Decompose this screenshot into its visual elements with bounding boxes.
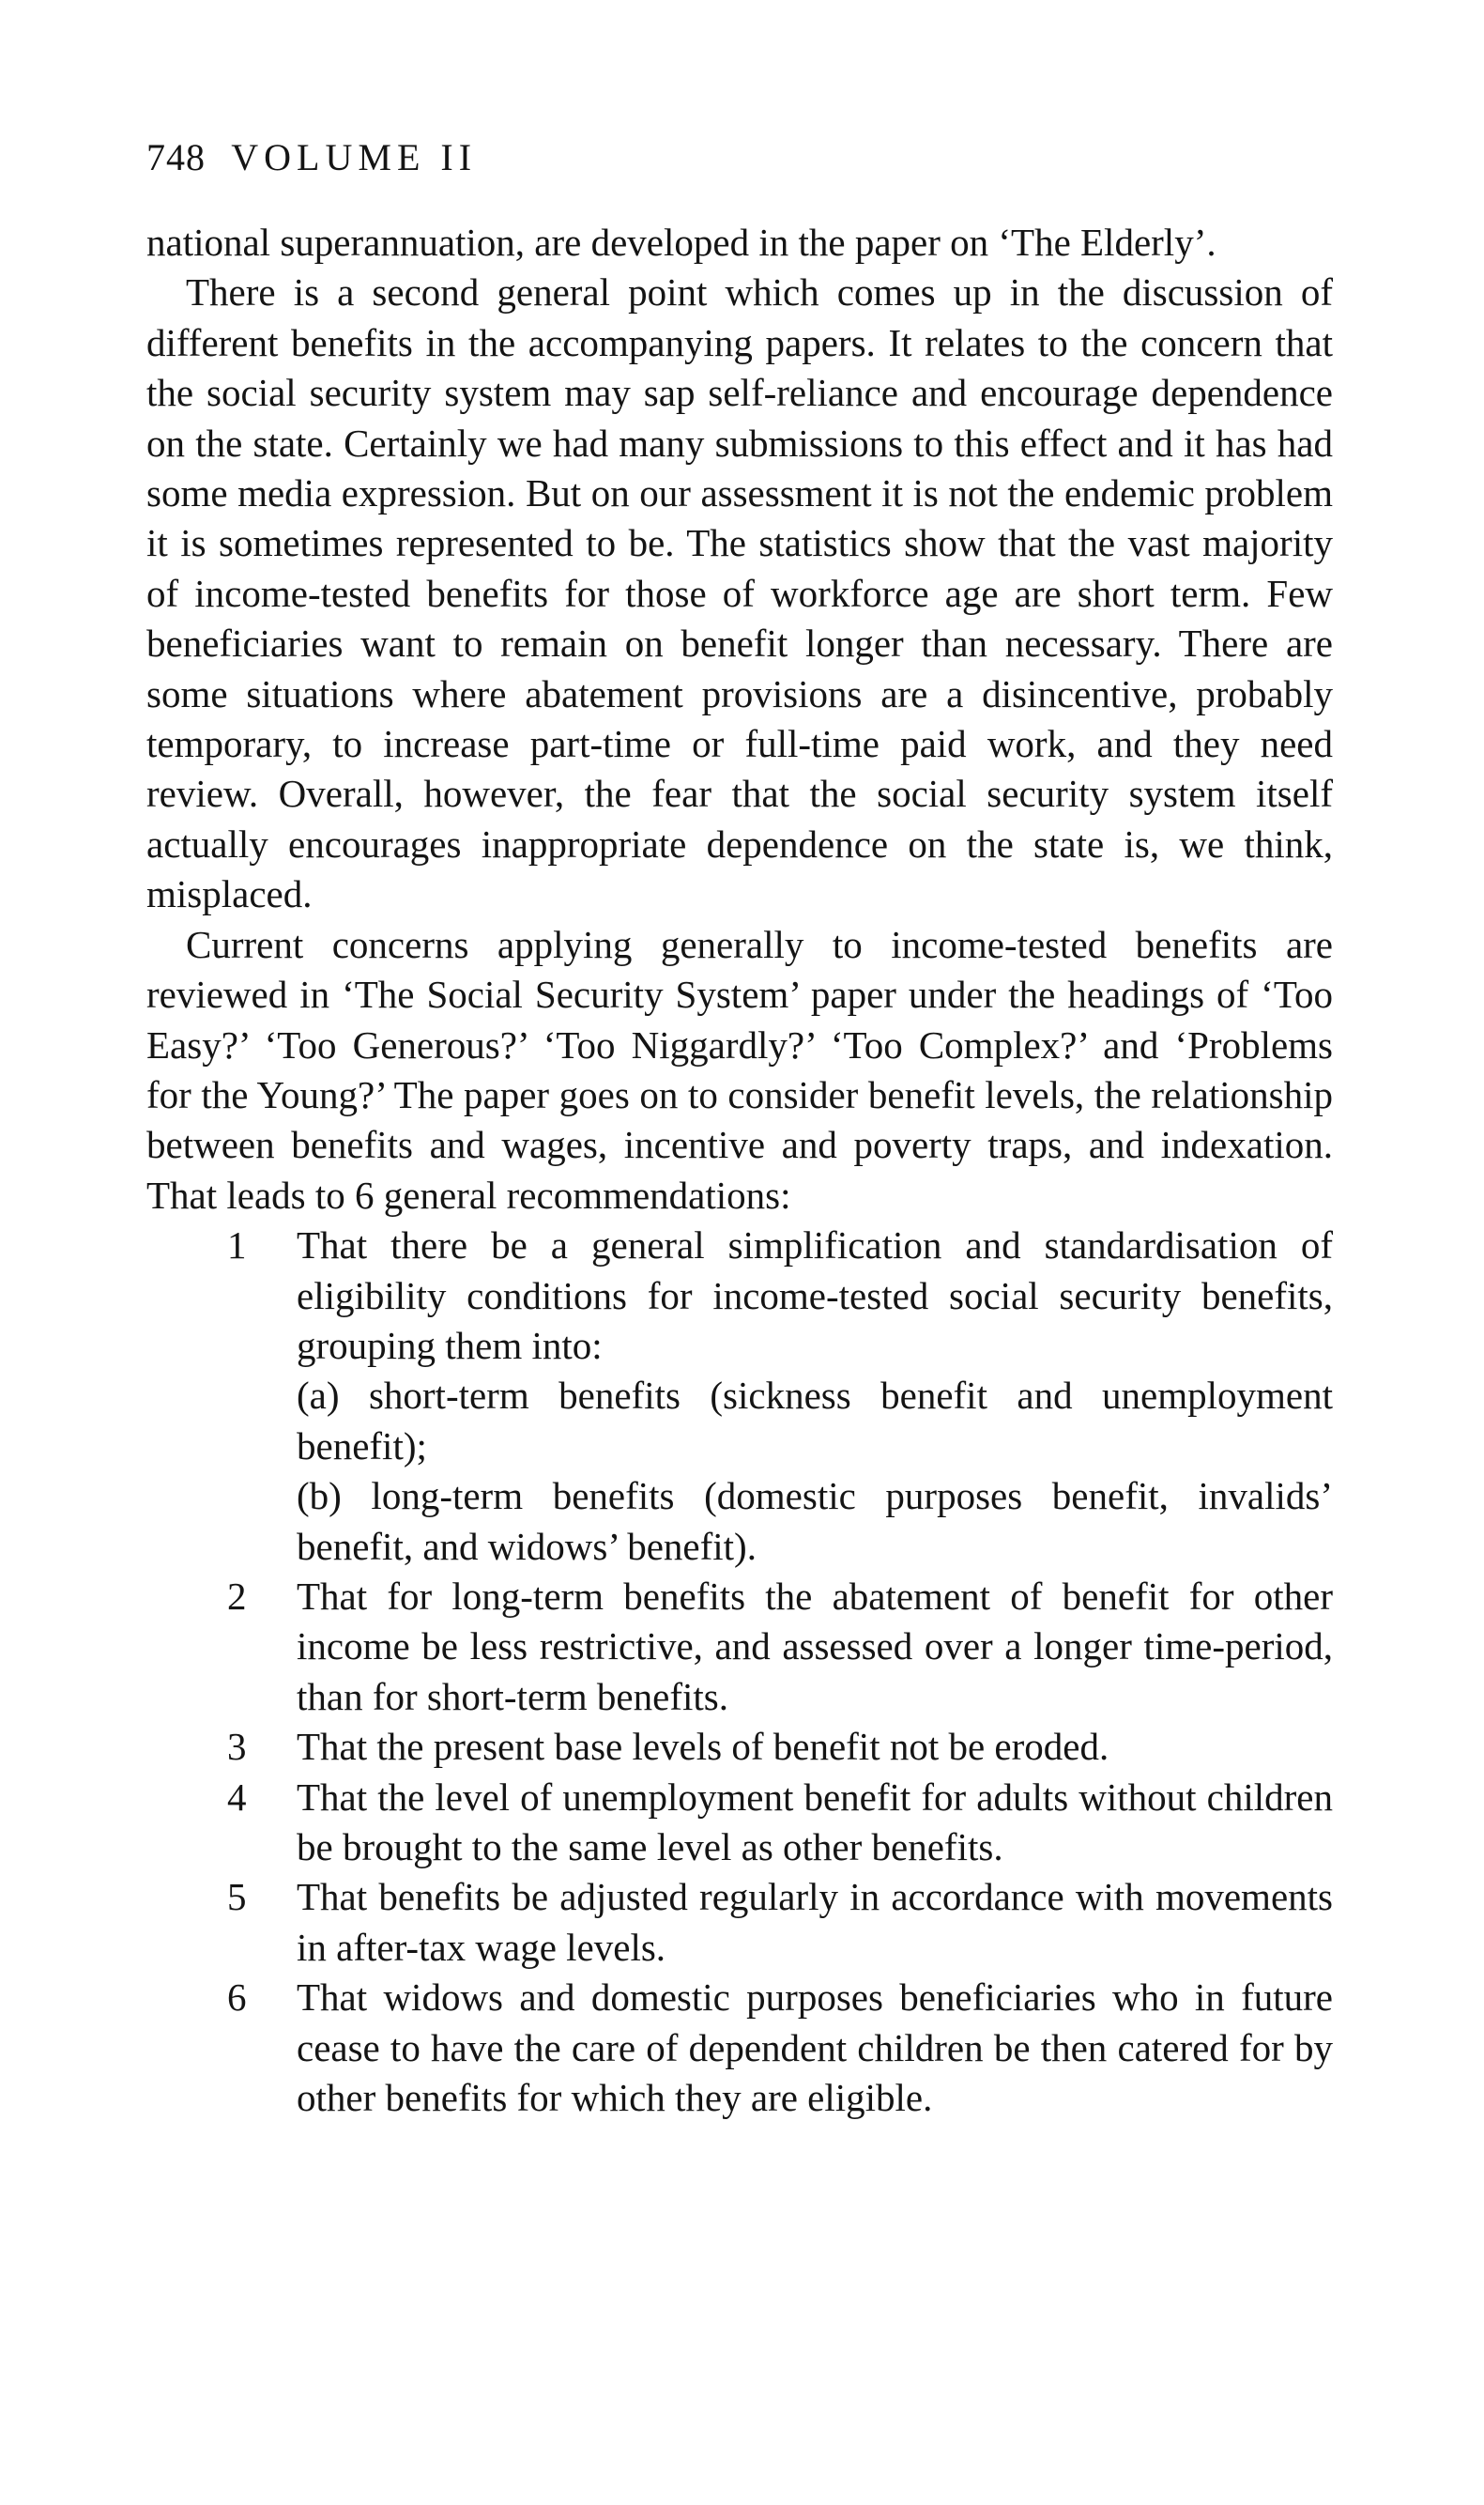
running-head bbox=[146, 135, 477, 180]
recommendations-list bbox=[146, 1221, 1333, 2123]
recommendation-item bbox=[146, 1221, 1333, 1572]
recommendation-number: 4 bbox=[227, 1775, 247, 1819]
recommendation-item bbox=[146, 1973, 1333, 2123]
recommendation-number: 2 bbox=[227, 1574, 247, 1618]
recommendation-text: That the level of unemployment benefit for adults without children be brought to the same level as other benefits. bbox=[297, 1775, 1333, 1868]
paragraph-current-concerns: Current concerns applying generally to income-tested benefits are reviewed in ‘The Social Security System’ paper under the headings of ‘Too Easy?’ ‘Too Generous?’ ‘Too Niggardly?’ ‘Too Complex?’ and ‘Problems for the Young?’ The paper goes on to consider benefit levels, the relationship between benefits and wages, incentive and poverty traps, and indexation. That leads to 6 general recommendations: bbox=[146, 922, 1333, 1217]
body-text bbox=[146, 218, 1333, 2123]
recommendation-text: That widows and domestic purposes beneficiaries who in future cease to have the care of dependent children be then catered for by other benefits for which they are eligible. bbox=[297, 1975, 1333, 2120]
recommendation-subitem-b: (b) long-term benefits (domestic purposes benefit, invalids’ benefit, and widows’ benefit). bbox=[297, 1474, 1333, 1568]
recommendation-number: 3 bbox=[227, 1725, 247, 1769]
recommendation-number: 5 bbox=[227, 1875, 247, 1919]
recommendation-text: That the present base levels of benefit not be eroded. bbox=[297, 1725, 1109, 1769]
recommendation-number: 1 bbox=[227, 1223, 247, 1268]
recommendation-number: 6 bbox=[227, 1975, 247, 2020]
recommendation-item bbox=[146, 1722, 1333, 1772]
recommendation-item bbox=[146, 1773, 1333, 1873]
recommendation-item bbox=[146, 1572, 1333, 1722]
recommendation-text: That there be a general simplification and standardisation of eligibility conditions for income-tested social security benefits, grouping them into: bbox=[297, 1223, 1333, 1367]
paragraph-continuation: national superannuation, are developed in the paper on ‘The Elderly’. bbox=[146, 221, 1216, 264]
recommendation-subitem-a: (a) short-term benefits (sickness benefit and unemployment benefit); bbox=[297, 1374, 1333, 1468]
paragraph-self-reliance: There is a second general point which comes up in the discussion of different benefits in the accompanying papers. It relates to the concern that the social security system may sap self-reliance and encourage dependence on the state. Certainly we had many submissions to this effect and it has had some media expression. But on our assessment it is not the endemic problem it is sometimes represented to be. The statistics show that the vast majority of income-tested benefits for those of workforce age are short term. Few beneficiaries want to remain on benefit longer than necessary. There are some situations where abatement provisions are a disincentive, probably temporary, to increase part-time or full-time paid work, and they need review. Overall, however, the fear that the social security system itself actually encourages inappropriate dependence on the state is, we think, misplaced. bbox=[146, 270, 1333, 916]
recommendation-item bbox=[146, 1872, 1333, 1973]
page-number: 748 bbox=[146, 136, 206, 178]
recommendation-text: That benefits be adjusted regularly in accordance with movements in after-tax wage levels. bbox=[297, 1875, 1333, 1969]
recommendation-text: That for long-term benefits the abatement of benefit for other income be less restrictive, and assessed over a longer time-period, than for short-term benefits. bbox=[297, 1574, 1333, 1718]
volume-title: VOLUME II bbox=[231, 136, 478, 178]
